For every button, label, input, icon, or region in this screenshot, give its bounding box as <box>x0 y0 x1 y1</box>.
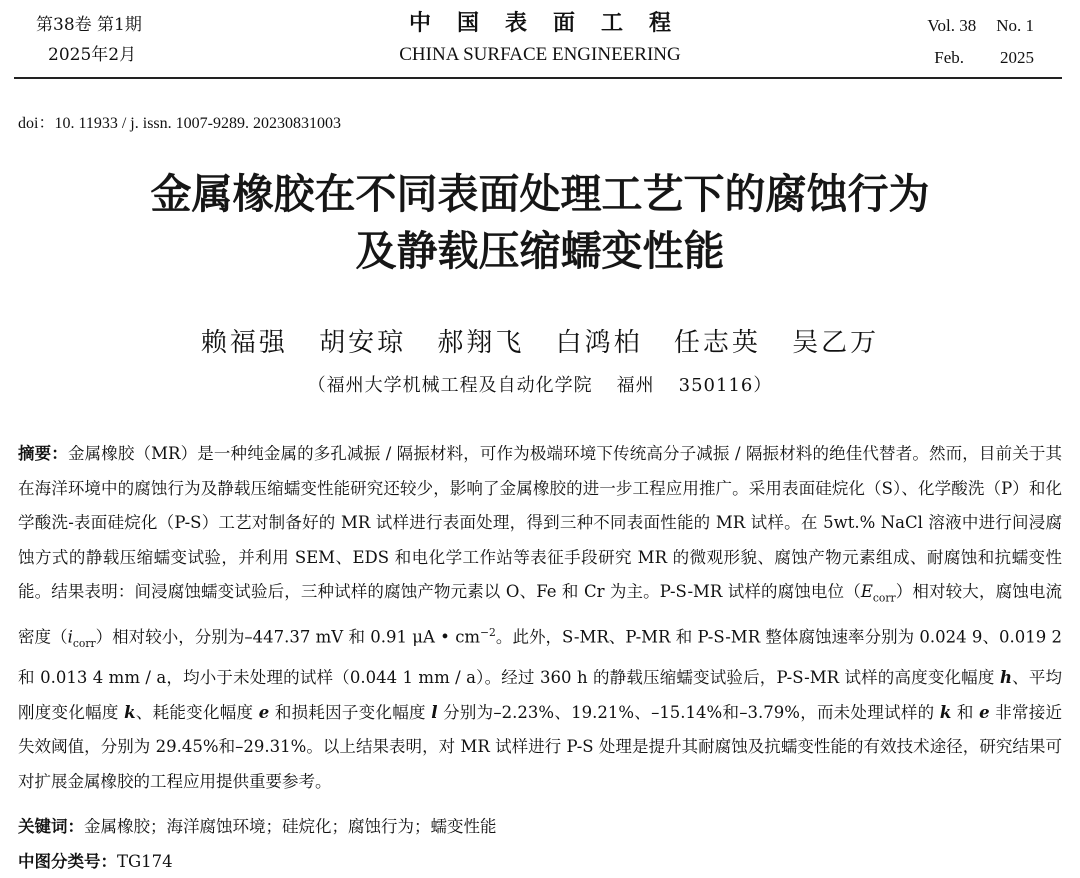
ecorr-subscript: corr <box>872 591 896 605</box>
abstract-text: 分别为–2.23%、19.21%、–15.14%和–3.79%，而未处理试样的 <box>437 702 940 722</box>
keywords <box>18 813 497 837</box>
affiliation-institution: （福州大学机械工程及自动化学院 <box>307 375 593 396</box>
date-cn: 2025年2月 <box>48 45 137 65</box>
author-list: 赖福强 胡安琼 郝翔飞 白鸿柏 任志英 吴乙万 <box>200 328 880 358</box>
keywords-text: 金属橡胶；海洋腐蚀环境；硅烷化；腐蚀行为；蠕变性能 <box>84 817 497 836</box>
ecorr-symbol: E <box>860 582 873 601</box>
keywords-label: 关键词： <box>18 817 84 836</box>
journal-name-cn: 中国表面工程 <box>408 10 697 36</box>
title-line-1: 金属橡胶在不同表面处理工艺下的腐蚀行为 <box>150 170 930 218</box>
month-en: Feb. <box>934 48 964 67</box>
affiliation-city: 福州 <box>616 375 655 396</box>
var-e: e <box>979 702 990 722</box>
var-h: h <box>999 668 1012 688</box>
paper-title <box>0 166 1080 280</box>
journal-header <box>0 0 1080 82</box>
abstract-text: 、耗能变化幅度 <box>135 702 259 722</box>
abstract-text: 和 <box>951 702 980 722</box>
abstract <box>18 437 1062 799</box>
header-right <box>927 10 1034 74</box>
year-en: 2025 <box>1000 48 1034 67</box>
icorr-symbol: i <box>67 627 73 647</box>
abstract-text: 和损耗因子变化幅度 <box>269 702 432 722</box>
affiliation <box>0 371 1080 397</box>
abstract-label: 摘要： <box>18 444 68 463</box>
doi: doi：10. 11933 / j. issn. 1007-9289. 20230831003 <box>18 115 341 132</box>
abstract-text: 非常接近失效阈值，分别为 29.45%和–29.31%。以上结果表明，对 MR 试样进行 P-S 处理是提升其耐腐蚀及抗蠕变性能的有效技术途径，研究结果可对扩展金属橡胶的工程应用提供重要参考。 <box>18 702 1062 791</box>
icorr-subscript: corr <box>72 636 96 650</box>
classification-label: 中图分类号： <box>18 852 117 871</box>
abstract-text: ）相对较大，腐蚀电流密度（ <box>18 582 1063 647</box>
abstract-text: ）相对较小，分别为–447.37 mV 和 0.91 μA • cm <box>95 627 481 647</box>
var-e: e <box>258 702 270 722</box>
volume-en: Vol. 38 <box>927 16 977 35</box>
header-divider <box>14 77 1062 79</box>
abstract-text: 金属橡胶（MR）是一种纯金属的多孔减振 / 隔振材料，可作为极端环境下传统高分子减振 / 隔振材料的绝佳代替者。然而，目前关于其在海洋环境中的腐蚀行为及静载压缩蠕变性能研究还较少，影响了金属橡胶的进一步工程应用推广。采用表面硅烷化（S）、化学酸洗（P）和化学酸洗-表面硅烷化（P-S）工艺对制备好的 MR 试样进行表面处理，得到三种不同表面性能的 MR 试样。在 5wt.% NaCl 溶液中进行间浸腐蚀方式的静载压缩蠕变试验，并利用 SEM、EDS 和电化学工作站等表征手段研究 MR 的微观形貌、腐蚀产物元素组成、耐腐蚀和抗蠕变性能。结果表明：间浸腐蚀蠕变试验后，三种试样的腐蚀产物元素以 O、Fe 和 Cr 为主。P-S-MR 试样的腐蚀电位（ <box>18 444 1062 601</box>
unit-superscript: −2 <box>480 625 496 639</box>
title-line-2: 及静载压缩蠕变性能 <box>355 227 725 275</box>
journal-name-en: CHINA SURFACE ENGINEERING <box>399 44 681 65</box>
var-k: k <box>124 702 136 722</box>
var-l: l <box>431 702 438 722</box>
issue-en: No. 1 <box>996 16 1034 35</box>
classification <box>18 848 173 872</box>
var-k: k <box>939 702 952 722</box>
abstract-text: 、平均刚度变化幅度 <box>18 668 1063 722</box>
affiliation-postcode: 350116） <box>678 375 773 396</box>
classification-code: TG174 <box>117 852 173 871</box>
volume-issue-cn: 第38卷 第1期 <box>36 15 142 35</box>
abstract-text: 。此外，S-MR、P-MR 和 P-S-MR 整体腐蚀速率分别为 0.024 9、0.019 2 和 0.013 4 mm / a，均小于未处理的试样（0.044 1 mm / a）。经过 360 h 的静载压缩蠕变试验后，P-S-MR 试样的高度变化幅度 <box>18 627 1062 688</box>
journal-title <box>0 8 1080 72</box>
